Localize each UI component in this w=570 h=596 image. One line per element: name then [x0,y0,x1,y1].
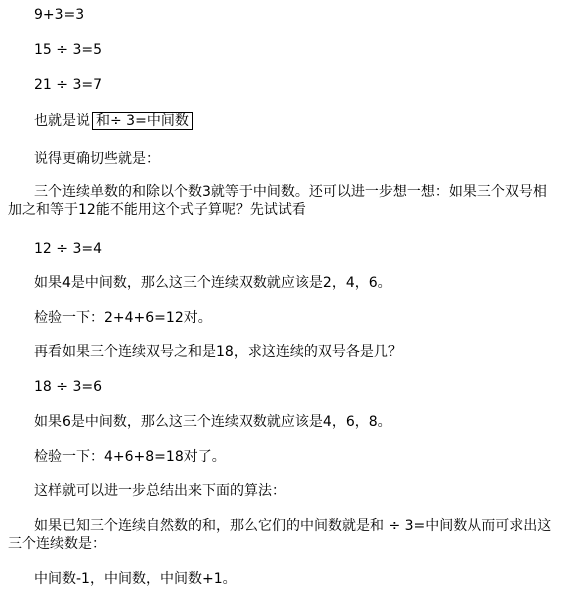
paragraph-check-1: 检验一下：2+4+6=12对。 [34,310,212,326]
paragraph-explanation: 三个连续单数的和除以个数3就等于中间数。还可以进一步想一想：如果三个双号相加之和等于12能不能用这个式子算呢？先试试看 [8,184,547,218]
formula-prefix: 也就是说 [34,113,90,129]
paragraph-rule: 如果已知三个连续自然数的和，那么它们的中间数就是和 ÷ 3=中间数从而可求出这三个连续数是： [8,518,552,552]
paragraph-example-1: 如果4是中间数，那么这三个连续双数就应该是2，4，6。 [34,275,392,291]
paragraph-example-2: 如果6是中间数，那么这三个连续双数就应该是4，6，8。 [34,414,392,430]
equation-line-1: 9+3=3 [34,7,85,23]
equation-line-4: 12 ÷ 3=4 [34,241,102,257]
equation-line-3: 21 ÷ 3=7 [34,77,102,93]
paragraph-check-2: 检验一下：4+6+8=18对了。 [34,449,226,465]
equation-line-5: 18 ÷ 3=6 [34,379,102,395]
formula-line [34,112,193,130]
paragraph-intro: 说得更确切些就是： [34,151,160,167]
paragraph-question: 再看如果三个连续双号之和是18，求这连续的双号各是几？ [34,344,402,360]
paragraph-summary: 这样就可以进一步总结出来下面的算法： [34,483,286,499]
formula-box: 和÷ 3=中间数 [92,112,193,130]
paragraph-result: 中间数-1，中间数，中间数+1。 [34,571,237,587]
equation-line-2: 15 ÷ 3=5 [34,42,102,58]
